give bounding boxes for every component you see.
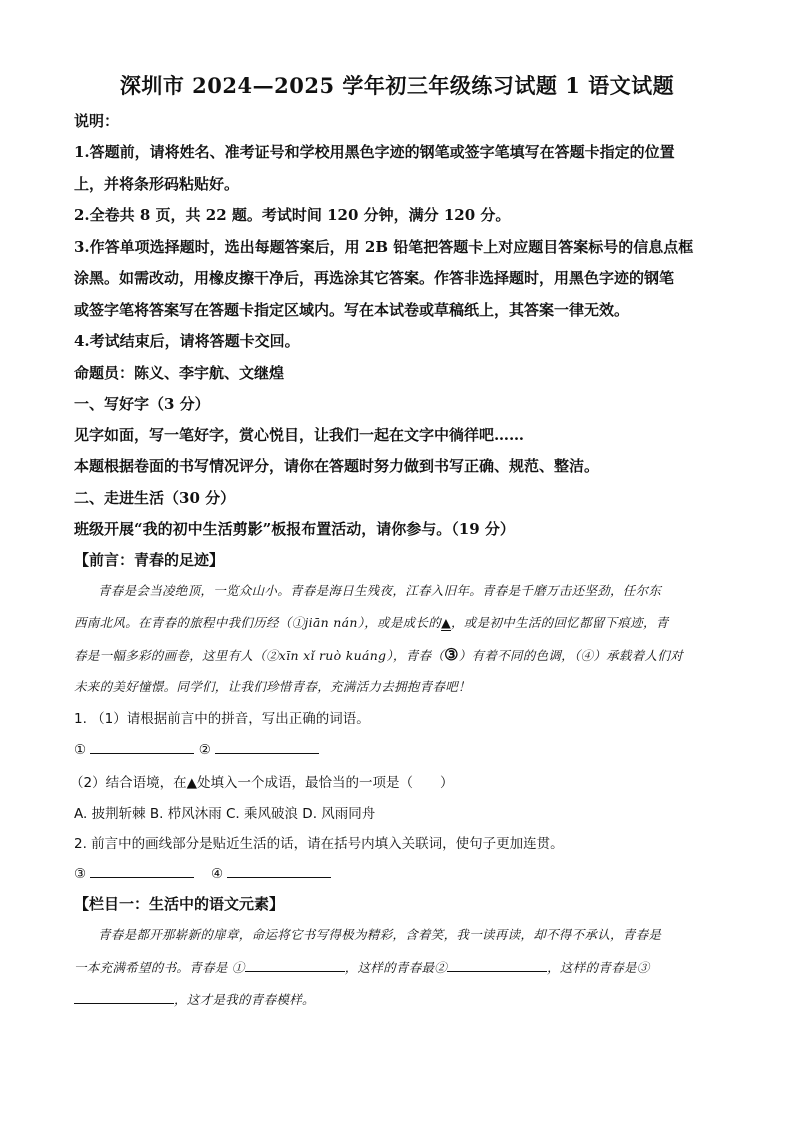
section-1-line-2: 本题根据卷面的书写情况评分，请你在答题时努力做到书写正确、规范、整洁。	[74, 457, 600, 475]
answer-blank-col-3[interactable]	[74, 989, 174, 1004]
note-3-line-2: 涂黑。如需改动，用橡皮擦干净后，再选涂其它答案。作答非选择题时，用黑色字迹的钢笔	[74, 269, 675, 287]
preface-line-3-b: ）有着不同的色调，（④）承载着人们对	[458, 648, 683, 663]
answer-blank-3[interactable]	[90, 863, 194, 878]
note-3-line-3: 或签字笔将答案写在答题卡指定区域内。写在本试卷或草稿纸上，其答案一律无效。	[74, 301, 630, 319]
column-1-title: 【栏目一：生活中的语文元素】	[74, 895, 285, 913]
section-2-heading: 二、走进生活（30 分）	[74, 489, 236, 507]
circled-3-mark: ③	[444, 645, 459, 664]
column-1-line-2-c: ，这样的青春是③	[547, 960, 650, 975]
question-2-blanks	[74, 863, 734, 882]
preface-line-3-a: 春是一幅多彩的画卷，这里有人（②xīn xǐ ruò kuáng），青春（	[74, 648, 445, 663]
preface-line-2	[74, 613, 734, 631]
blank-4-label: ④	[211, 866, 224, 882]
preface-line-2-b: ，或是初中生活的回忆都留下痕迹，青	[450, 615, 669, 630]
answer-blank-col-1[interactable]	[245, 957, 345, 972]
column-1-line-2-a: 一本充满希望的书。青春是 ①	[74, 960, 245, 975]
column-1-line-3-text: ，这才是我的青春模样。	[174, 992, 315, 1007]
preface-line-4: 未来的美好憧憬。同学们，让我们珍惜青春，充满活力去拥抱青春吧！	[74, 679, 471, 694]
section-1-line-1: 见字如面，写一笔好字，赏心悦目，让我们一起在文字中徜徉吧……	[74, 426, 525, 444]
column-1-line-3	[74, 989, 734, 1008]
question-1-part-1: 1. （1）请根据前言中的拼音，写出正确的词语。	[74, 711, 370, 727]
note-2: 2.全卷共 8 页，共 22 题。考试时间 120 分钟，满分 120 分。	[74, 206, 511, 224]
blank-2-label: ②	[198, 742, 211, 758]
page-title: 深圳市 2024—2025 学年初三年级练习试题 1 语文试题	[119, 73, 675, 98]
preface-line-3	[74, 645, 734, 664]
answer-blank-4[interactable]	[227, 863, 331, 878]
triangle-blank-mark: ▲	[441, 615, 451, 630]
column-1-line-2-b: ，这样的青春最②	[344, 960, 448, 975]
authors-line: 命题员：陈义、李宇航、文继煌	[74, 364, 285, 382]
note-1-line-2: 上，并将条形码粘贴好。	[74, 175, 240, 193]
question-1-options: A. 披荆斩棘 B. 栉风沐雨 C. 乘风破浪 D. 风雨同舟	[74, 806, 376, 822]
preface-line-2-a: 西南北风。在青春的旅程中我们历经（①jiān nán），或是成长的	[74, 615, 442, 630]
blank-3-label: ③	[74, 866, 87, 882]
question-1-blanks	[74, 739, 734, 758]
note-1-line-1: 1.答题前，请将姓名、准考证号和学校用黑色字迹的钢笔或签字笔填写在答题卡指定的位置	[74, 143, 675, 161]
note-4: 4.考试结束后，请将答题卡交回。	[74, 332, 300, 350]
preface-line-1: 青春是会当凌绝顶，一览众山小。青春是海日生残夜，江春入旧年。青春是千磨万击还坚劲，任尔东	[98, 583, 662, 598]
section-1-heading: 一、写好字（3 分）	[74, 395, 210, 413]
note-3-line-1: 3.作答单项选择题时，选出每题答案后，用 2B 铅笔把答题卡上对应题目答案标号的信息点框	[74, 238, 694, 256]
answer-blank-2[interactable]	[215, 739, 319, 754]
column-1-line-2	[74, 957, 734, 976]
question-1-part-2: （2）结合语境，在▲处填入一个成语，最恰当的一项是（ ）	[70, 775, 454, 791]
blank-1-label: ①	[74, 742, 87, 758]
answer-blank-col-2[interactable]	[447, 957, 547, 972]
section-2-intro: 班级开展“我的初中生活剪影”板报布置活动，请你参与。（19 分）	[74, 520, 515, 538]
answer-blank-1[interactable]	[90, 739, 194, 754]
notes-heading: 说明：	[74, 112, 120, 130]
question-2: 2. 前言中的画线部分是贴近生活的话，请在括号内填入关联词，使句子更加连贯。	[74, 836, 564, 852]
column-1-line-1: 青春是都开那崭新的扉章，命运将它书写得极为精彩，含着笑，我一读再读，却不得不承认，青春是	[98, 927, 662, 942]
preface-title: 【前言：青春的足迹】	[74, 551, 225, 569]
